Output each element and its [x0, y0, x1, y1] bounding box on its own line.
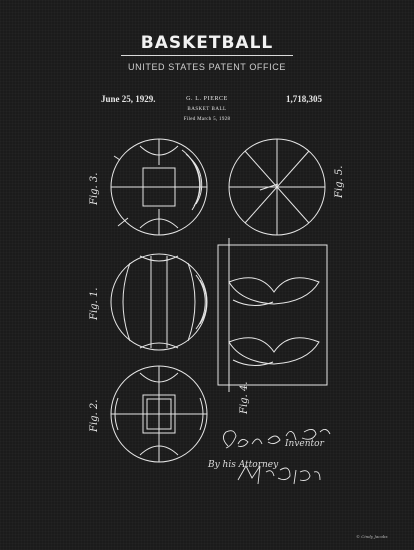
figure-1-label: Fig. 1. [89, 287, 100, 320]
figure-3-label: Fig. 3. [89, 172, 100, 205]
figure-1-ball-drawing [111, 254, 207, 350]
patent-document-name: BASKET BALL [187, 107, 227, 112]
patent-number: 1,718,305 [286, 94, 322, 104]
patent-date: June 25, 1929. [101, 94, 156, 104]
figure-5-label: Fig. 5. [334, 165, 345, 198]
figure-3-ball-drawing [111, 139, 207, 235]
patent-inventor: G. L. PIERCE [186, 96, 228, 102]
patent-filed-date: Filed March 5, 1928 [183, 117, 231, 122]
attorney-label: By his Attorney [208, 460, 279, 470]
poster-title: BASKETBALL [140, 33, 274, 53]
figure-4-valve-drawing [218, 238, 327, 392]
figure-2-ball-drawing [111, 366, 207, 462]
figure-5-ball-drawing [229, 139, 325, 235]
inventor-label: Inventor [285, 439, 324, 449]
figure-4-label: Fig. 4. [239, 381, 250, 414]
artist-credit: © Cindy Jacobs [356, 534, 388, 539]
figure-2-label: Fig. 2. [89, 399, 100, 432]
poster-subtitle: UNITED STATES PATENT OFFICE [128, 62, 286, 72]
